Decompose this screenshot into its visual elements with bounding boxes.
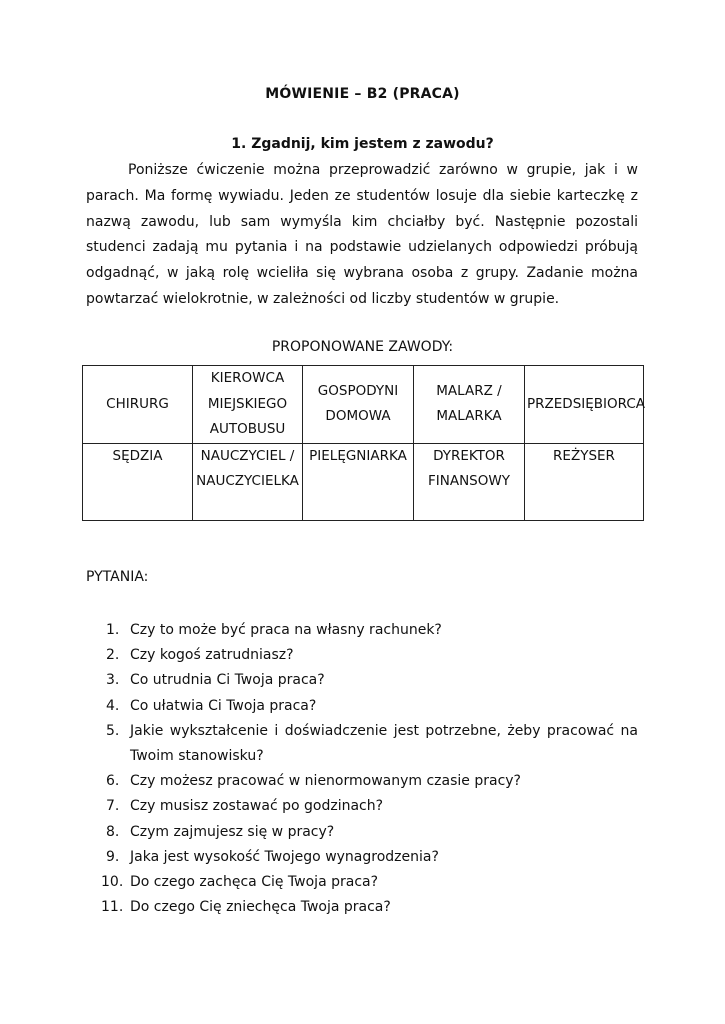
table-cell: SĘDZIA: [83, 443, 193, 520]
table-cell: GOSPODYNI DOMOWA: [303, 366, 414, 444]
questions-heading: PYTANIA:: [86, 569, 149, 585]
item-number: 5.: [106, 722, 120, 739]
table-cell: KIEROWCA MIEJSKIEGO AUTOBUSU: [193, 366, 303, 444]
questions-list: [86, 618, 638, 920]
item-number: 8.: [106, 823, 120, 840]
item-text: Czy kogoś zatrudniasz?: [130, 647, 294, 664]
page-title: MÓWIENIE – B2 (PRACA): [265, 86, 460, 102]
list-item: [86, 643, 638, 668]
item-number: 9.: [106, 848, 120, 865]
item-text: Do czego zachęca Cię Twoja praca?: [130, 874, 379, 891]
professions-heading: PROPONOWANE ZAWODY:: [271, 339, 454, 355]
item-number: 2.: [106, 647, 120, 664]
item-number: 1.: [106, 622, 120, 638]
professions-table: [82, 365, 644, 521]
list-item: [86, 618, 638, 643]
list-item: [86, 895, 638, 920]
item-number: 3.: [106, 672, 120, 689]
table-cell: CHIRURG: [83, 366, 193, 444]
table-cell: DYREKTOR FINANSOWY: [414, 443, 525, 520]
item-number: 10.: [101, 874, 124, 891]
item-text: Czy możesz pracować w nienormowanym czasie pracy?: [130, 773, 521, 790]
item-number: 6.: [106, 773, 120, 790]
table-cell: PIELĘGNIARKA: [303, 443, 414, 520]
item-text: Co utrudnia Ci Twoja praca?: [130, 672, 325, 689]
item-text: Jaka jest wysokość Twojego wynagrodzenia?: [130, 848, 439, 865]
item-number: 7.: [106, 798, 120, 815]
table-cell: PRZEDSIĘBIORCA: [525, 366, 644, 444]
item-text: Czy musisz zostawać po godzinach?: [130, 798, 384, 815]
intro-paragraph: Poniższe ćwiczenie można przeprowadzić zarówno w grupie, jak i w parach. Ma formę wywiadu. Jeden ze studentów losuje dla siebie karteczkę z nazwą zawodu, lub sam wymyśla kim chciałby być. Następnie pozostali studenci zadają mu pytania i na podstawie udzielanych odpowiedzi próbują odgadnąć, w jaką rolę wcieliła się wybrana osoba z grupy. Zadanie można powtarzać wielokrotnie, w zależności od liczby studentów w grupie.: [86, 162, 638, 307]
item-text: Do czego Cię zniechęca Twoja praca?: [130, 899, 391, 916]
item-number: 4.: [106, 697, 120, 714]
list-item: [86, 694, 638, 719]
list-item: [86, 794, 638, 819]
list-item: [86, 845, 638, 870]
item-text: Czym zajmujesz się w pracy?: [130, 823, 335, 840]
table-cell: MALARZ / MALARKA: [414, 366, 525, 444]
table-row: [83, 366, 644, 444]
list-item: [86, 769, 638, 794]
exercise-title: 1. Zgadnij, kim jestem z zawodu?: [231, 136, 494, 152]
item-text: Jakie wykształcenie i doświadczenie jest potrzebne, żeby pracować na Twoim stanowisku?: [130, 722, 638, 765]
list-item: [86, 870, 638, 895]
list-item: [86, 820, 638, 845]
list-item: [86, 668, 638, 693]
table-cell: NAUCZYCIEL / NAUCZYCIELKA: [193, 443, 303, 520]
table-row: [83, 443, 644, 520]
item-text: Czy to może być praca na własny rachunek?: [130, 622, 442, 638]
item-number: 11.: [101, 899, 124, 916]
table-cell: REŻYSER: [525, 443, 644, 520]
list-item: [86, 719, 638, 769]
item-text: Co ułatwia Ci Twoja praca?: [130, 697, 317, 714]
